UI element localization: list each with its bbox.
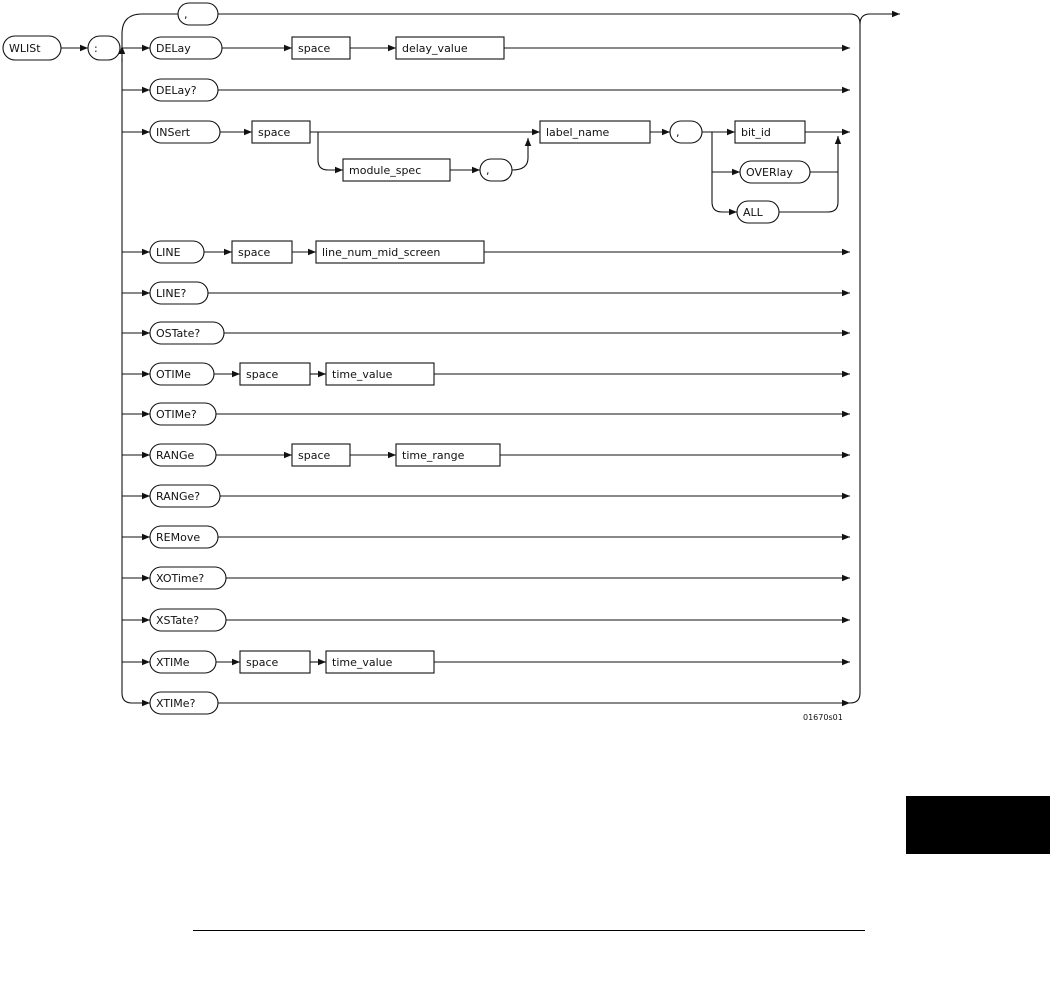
time-range-box-label: time_range (402, 449, 465, 462)
command-xtime-query (150, 692, 218, 714)
command-line-query (150, 282, 208, 304)
command-xstate-query-label: XSTate? (156, 614, 200, 627)
module-comma-node-label: , (486, 164, 490, 177)
command-xtime (150, 651, 216, 673)
line-num-mid-screen-box-label: line_num_mid_screen (322, 246, 441, 259)
command-range (150, 444, 216, 466)
command-xotime-query-label: XOTime? (156, 572, 205, 585)
delay-value-box (396, 37, 504, 59)
command-xtime-label: XTIMe (156, 656, 190, 669)
command-xtime-query-label: XTIMe? (156, 697, 196, 710)
root-wlist-node (3, 36, 61, 60)
module-spec-box (343, 159, 450, 181)
command-range-query-label: RANGe? (156, 490, 201, 503)
module-rejoin-arrow (512, 138, 528, 170)
label-name-box (540, 121, 650, 143)
command-remove (150, 526, 218, 548)
command-range-query (150, 485, 220, 507)
bit-id-box-label: bit_id (741, 126, 771, 139)
colon-node-label: : (94, 42, 98, 55)
otime-space-box (240, 363, 310, 385)
xtime-space-box-label: space (246, 656, 279, 669)
command-delay-query (150, 79, 218, 101)
line-space-box (232, 241, 292, 263)
line-space-box-label: space (238, 246, 271, 259)
command-insert (150, 121, 220, 143)
command-ostate-query-label: OSTate? (156, 327, 201, 340)
figure-id: 01670s01 (803, 713, 843, 722)
bit-id-box (735, 121, 805, 143)
command-otime-query-label: OTIMe? (156, 408, 197, 421)
loop-comma-node-label: , (184, 8, 188, 21)
command-otime-query (150, 403, 216, 425)
range-space-box (292, 444, 350, 466)
otime-space-box-label: space (246, 368, 279, 381)
line-num-mid-screen-box (316, 241, 484, 263)
delay-value-box-label: delay_value (402, 42, 468, 55)
command-line-label: LINE (156, 246, 181, 259)
command-xotime-query (150, 567, 226, 589)
command-insert-label: INSert (156, 126, 191, 139)
delay-space-box-label: space (298, 42, 331, 55)
command-otime-label: OTIMe (156, 368, 191, 381)
command-delay-query-label: DELay? (156, 84, 197, 97)
command-delay-label: DELay (156, 42, 191, 55)
insert-space-box-label: space (258, 126, 291, 139)
command-range-label: RANGe (156, 449, 195, 462)
overlay-node-label: OVERlay (746, 166, 793, 179)
command-delay (150, 37, 222, 59)
all-node (737, 201, 779, 223)
command-xstate-query (150, 609, 226, 631)
xtime-value-box-label: time_value (332, 656, 393, 669)
module-comma-node (480, 159, 512, 181)
all-branch (712, 172, 737, 212)
colon-node (88, 36, 120, 60)
label-comma-node-label: , (676, 126, 680, 139)
delay-space-box (292, 37, 350, 59)
command-line (150, 241, 204, 263)
all-node-label: ALL (743, 206, 763, 219)
command-line-query-label: LINE? (156, 287, 187, 300)
module-spec-box-label: module_spec (349, 164, 422, 177)
xtime-value-box (326, 651, 434, 673)
command-ostate-query (150, 322, 224, 344)
label-name-box-label: label_name (546, 126, 610, 139)
otime-value-box-label: time_value (332, 368, 393, 381)
command-otime (150, 363, 214, 385)
footer-rule (193, 930, 865, 931)
otime-value-box (326, 363, 434, 385)
loop-comma-node (178, 3, 218, 25)
insert-module-branch (318, 132, 343, 170)
command-remove-label: REMove (156, 531, 201, 544)
insert-space-box (252, 121, 310, 143)
root-wlist-node-label: WLISt (9, 42, 41, 55)
chapter-thumb-tab (906, 796, 1050, 854)
time-range-box (396, 444, 500, 466)
xtime-space-box (240, 651, 310, 673)
label-comma-node (670, 121, 702, 143)
overlay-node (740, 161, 810, 183)
right-return-bus (850, 24, 860, 703)
range-space-box-label: space (298, 449, 331, 462)
exit-arrow (860, 14, 900, 24)
branch-arrow-xtime-query (122, 693, 150, 703)
